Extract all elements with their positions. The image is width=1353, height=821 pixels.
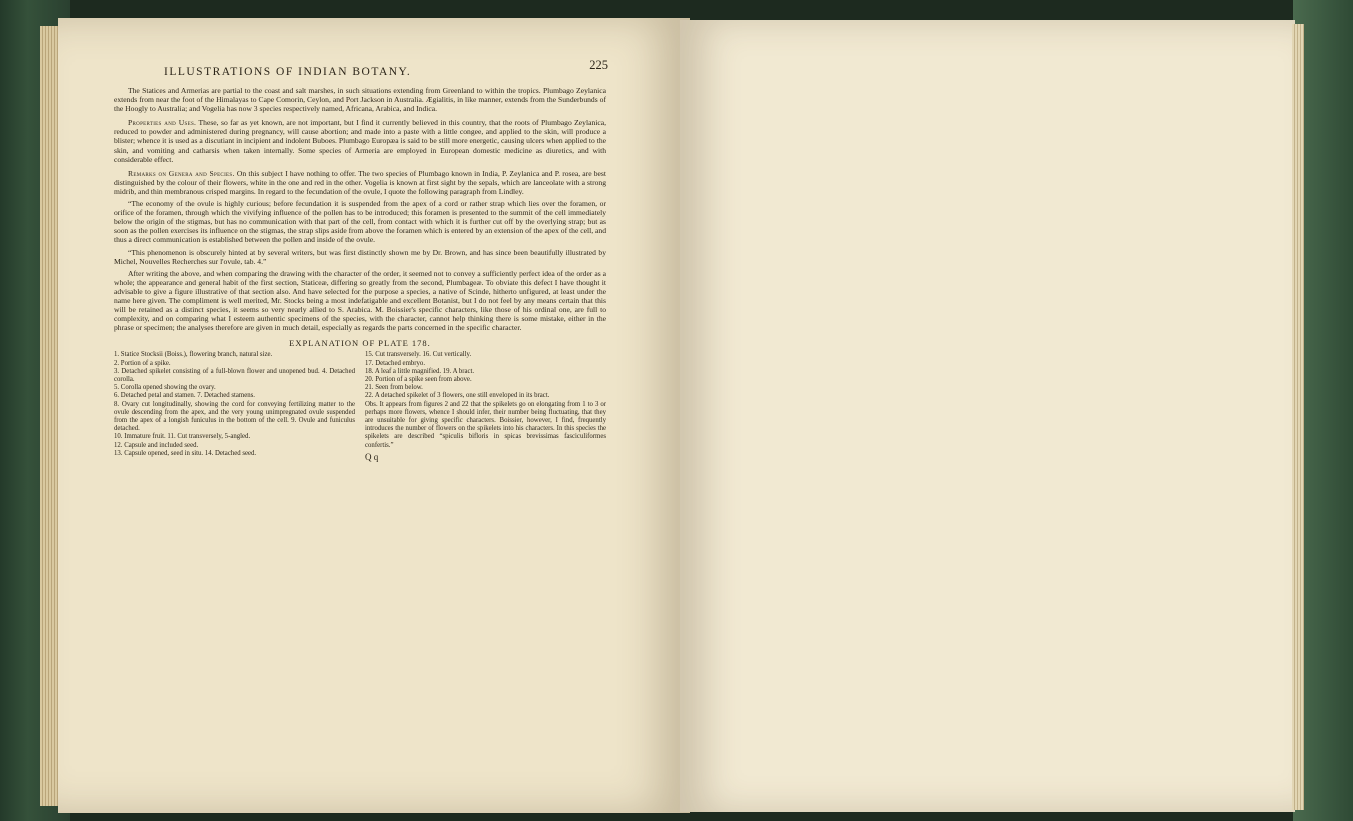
- remarks-heading: Remarks on Genera and Species.: [128, 168, 235, 178]
- remarks-text: On this subject I have nothing to offer. The two species of Plumbago known in India, P. Zeylanica and P. rosea, are best distinguished by the colour of their flowers, white in the one and red in the other. Vogelia is known at first sight by the sepals, which are lanceolate with a strong midrib, and thin membranous crisped margins. In regard to the fecundation of the ovule, I quote the following paragraph from Lindley.: [114, 168, 606, 196]
- explanation-item: 22. A detached spikelet of 3 flowers, one still enveloped in its bract.: [365, 392, 550, 400]
- explanation-obs: Obs. It appears from figures 2 and 22 that the spikelets go on elongating from 1 to 3 or perhaps more flowers, whence I should infer, their number being fluctuating, that they are unsuitable for giving specific characters. Boissier, however, I find, frequently introduces the number of flowers on the spikelets into his characters. In this species the spikelets are described “spiculis bifloris in spicas brevissimas fasciculiformes confertis.”: [365, 400, 606, 449]
- signature-mark: Q q: [365, 451, 379, 462]
- properties-heading: Properties and Uses.: [128, 118, 197, 128]
- explanation-item: 18. A leaf a little magnified. 19. A bract.: [365, 367, 475, 375]
- page-content: [114, 58, 608, 462]
- explanation-item: 3. Detached spikelet consisting of a full-blown flower and unopened bud. 4. Detached corolla.: [114, 367, 355, 383]
- explanation-item: 5. Corolla opened showing the ovary.: [114, 384, 216, 392]
- paragraph-properties: [114, 118, 606, 163]
- explanation-item: 6. Detached petal and stamen. 7. Detached stamens.: [114, 392, 255, 400]
- running-head: [114, 58, 608, 86]
- running-title: ILLUSTRATIONS OF INDIAN BOTANY.: [164, 66, 412, 78]
- properties-text: These, so far as yet known, are not important, but I find it currently believed in this country, that the roots of Plumbago Zeylanica, reduced to powder and administered during pregnancy, will cause abortion; and made into a paste with a little congee, and applied to the skin, will produce a blister; whence it is used as a discutiant in incipient and indolent Buboes. Plumbago Europæa is said to be still more energetic, causing ulcers when applied to the skin, and vomiting and catharsis when taken internally. Some species of Armeria are employed in European domestic medicine as diuretics, and with considerable effect.: [114, 118, 606, 164]
- explanation-item: 20. Portion of a spike seen from above.: [365, 375, 472, 383]
- page-edges-right: [1292, 24, 1304, 810]
- explanation-item: 17. Detached embryo.: [365, 359, 426, 367]
- right-page: [680, 20, 1295, 812]
- explanation-item: 8. Ovary cut longitudinally, showing the cord for conveying fertilizing matter to the ovule descending from the apex, and the very young unimpregnated ovule suspended from the apex of a longish funiculus in the bottom of the cell. 9. Ovule and funiculus detached.: [114, 400, 355, 433]
- paragraph-remarks: [114, 169, 606, 196]
- explanation-item: 2. Portion of a spike.: [114, 359, 171, 367]
- explanation-right-column: [365, 351, 606, 461]
- page-number: 225: [589, 58, 608, 72]
- paragraph-after-writing: After writing the above, and when comparing the drawing with the character of the order, it seemed not to convey a sufficiently perfect idea of the order as a whole; the appearance and general habit of the first section, Staticeæ, differing so greatly from the second, Plumbageæ. To obviate this defect I have thought it advisable to give a figure illustrative of that section also. And have selected for the purpose a species, a native of Scinde, hitherto unfigured, at least under the name here given. The compliment is well merited, Mr. Stocks being a most indefatigable and excellent Botanist, but I do not feel by any means certain that this will be retained as a distinct species, it seems so very nearly allied to S. Arabica. M. Boissier's specific characters, like those of his ordinal one, are full to complexity, and on comparing what I esteem authentic specimens of the species, with the character, cannot help thinking there is some mistake, either in the phrase or specimen; the analyses therefore are given in much detail, especially as regards the parts concerned in the specific character.: [114, 268, 606, 333]
- explanation-item: 1. Statice Stocksii (Boiss.), flowering branch, natural size.: [114, 351, 273, 359]
- paragraph-quote-2: “This phenomenon is obscurely hinted at by several writers, but was first distinctly shown me by Dr. Brown, and has since been beautifully illustrated by Michel, Nouvelles Recherches sur l'ovule, tab. 4.”: [114, 247, 606, 266]
- explanation-item: 12. Capsule and included seed.: [114, 441, 199, 449]
- explanation-item: 15. Cut transversely. 16. Cut vertically.: [365, 351, 472, 359]
- explanation-left-column: [114, 351, 355, 461]
- paragraph-quote-1: “The economy of the ovule is highly curious; before fecundation it is suspended from the apex of a cord or rather strap which lies over the foramen, or orifice of the foramen, through which the vivifying influence of the pollen has to be introduced; this foramen is presented to the summit of the cell immediately below the origin of the stigmas, but has no communication with that part of the cell, from contact with which it is further cut off by the overlying strap; but as soon as the pollen exercises its influence on the stigmas, the strap slips aside from above the foramen which is entered by an extension of the apex of the cell, and thus a direct communication is established between the pollen and inside of the ovule.: [114, 199, 606, 245]
- explanation-item: 10. Immature fruit. 11. Cut transversely, 5-angled.: [114, 433, 251, 441]
- paragraph-distribution: The Statices and Armerias are partial to the coast and salt marshes, in such situations extending from Greenland to within the tropics. Plumbago Zeylanica extends from near the foot of the Himalayas to Cape Comorin, Ceylon, and Port Jackson in Australia. Ægialitis, in like manner, extends from the Sunderbunds of the Hoogly to Australia; and Vogelia has now 3 species respectively named, Africana, Arabica, and Indica.: [114, 86, 606, 114]
- explanation-title: EXPLANATION OF PLATE 178.: [289, 338, 431, 349]
- explanation-item: 21. Seen from below.: [365, 384, 423, 392]
- explanation-item: 13. Capsule opened, seed in situ. 14. Detached seed.: [114, 449, 257, 457]
- explanation-columns: [114, 351, 606, 461]
